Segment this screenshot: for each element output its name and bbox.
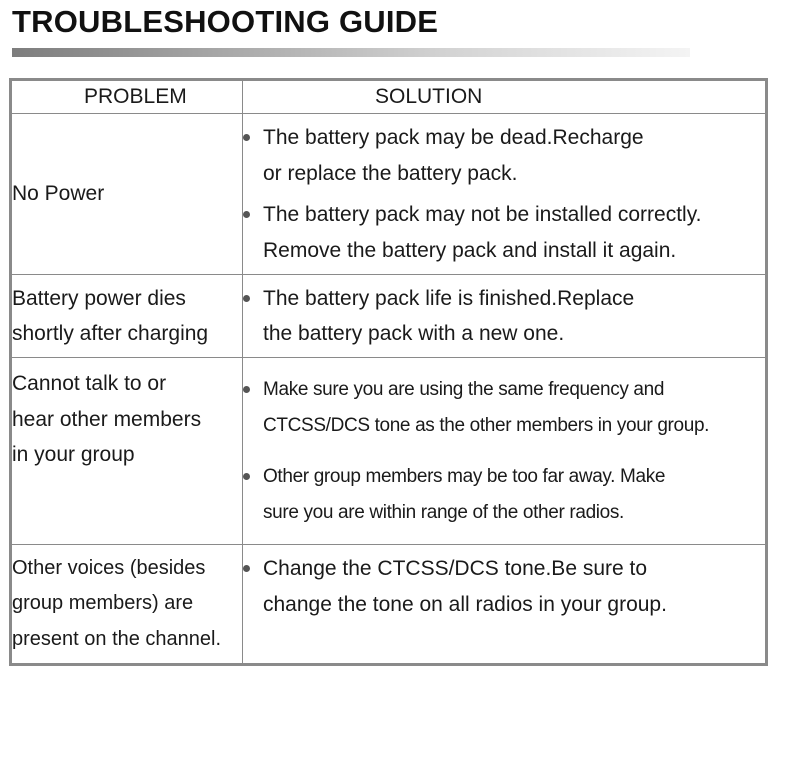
table-header-row [11, 80, 767, 114]
solution-item: Make sure you are using the same frequency and CTCSS/DCS tone as the other members in your group. [243, 372, 765, 443]
solution-cell [243, 114, 767, 275]
bullet-icon [243, 295, 250, 302]
problem-cell: Other voices (besides group members) are present on the channel. [11, 545, 243, 665]
solution-item: The battery pack may not be installed correctly. Remove the battery pack and install it again. [243, 197, 765, 268]
bullet-icon [243, 134, 250, 141]
bullet-icon [243, 211, 250, 218]
bullet-icon [243, 386, 250, 393]
problem-cell: Cannot talk to or hear other members in your group [11, 358, 243, 545]
column-header-solution: SOLUTION [243, 80, 767, 114]
problem-cell [11, 114, 243, 275]
column-header-problem: PROBLEM [11, 80, 243, 114]
page-title: TROUBLESHOOTING GUIDE [12, 4, 439, 39]
solution-item: Other group members may be too far away. Make sure you are within range of the other radios. [243, 459, 765, 530]
bullet-icon [243, 565, 250, 572]
title-underline-bar [12, 48, 690, 57]
troubleshooting-table [9, 78, 768, 666]
solution-cell [243, 358, 767, 545]
problem-text: No Power [12, 182, 105, 206]
solution-item: Change the CTCSS/DCS tone.Be sure to change the tone on all radios in your group. [243, 551, 765, 622]
table-row [11, 275, 767, 358]
solution-item: The battery pack may be dead.Recharge or replace the battery pack. [243, 120, 765, 191]
bullet-icon [243, 473, 250, 480]
solution-cell [243, 545, 767, 665]
problem-cell: Battery power dies shortly after charging [11, 275, 243, 358]
solution-cell [243, 275, 767, 358]
table-row [11, 114, 767, 275]
table-row [11, 545, 767, 665]
table-row [11, 358, 767, 545]
solution-item: The battery pack life is finished.Replace the battery pack with a new one. [243, 281, 765, 352]
